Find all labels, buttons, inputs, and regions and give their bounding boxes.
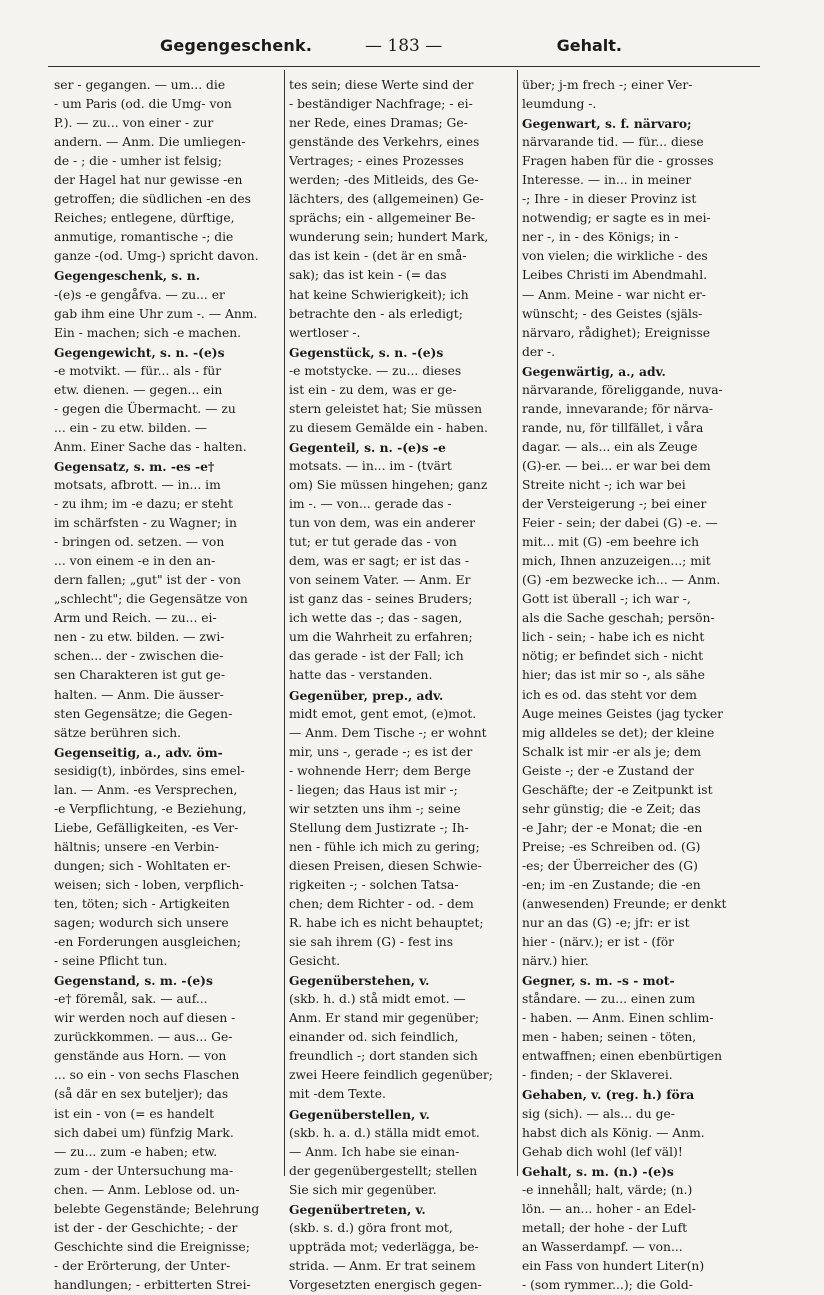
text-line: (så där en sex buteljer); das: [54, 1087, 229, 1102]
text-line: Gegenwärtig, a., adv.: [522, 363, 666, 379]
text-line: mit... mit (G) -em beehre ich: [522, 535, 700, 550]
text-line: Gegenseitig, a., adv. öm-: [54, 744, 223, 760]
text-line: ist der - der Geschichte; - der: [54, 1220, 238, 1235]
text-line: von seinem Vater. — Anm. Er: [289, 573, 471, 588]
text-line: Reiches; entlegene, dürftige,: [54, 211, 235, 226]
text-line: dern fallen; „gut" ist der - von: [54, 573, 241, 588]
text-line: närvarande, föreliggande, nuva-: [522, 382, 723, 397]
text-line: sätze berühren sich.: [54, 725, 182, 740]
text-line: närv.) hier.: [522, 954, 589, 969]
text-line: Gegengeschenk, s. n.: [54, 268, 201, 284]
text-line: -e† föremål, sak. — auf...: [54, 992, 208, 1007]
text-line: wunderung sein; hundert Mark,: [289, 230, 489, 245]
text-line: Arm und Reich. — zu... ei-: [54, 611, 217, 626]
text-line: mich, Ihnen anzuzeigen...; mit: [522, 554, 711, 569]
text-column-right: [522, 76, 746, 1295]
text-line: Gehalt, s. m. (n.) -(e)s: [522, 1163, 674, 1179]
text-line: -e motstycke. — zu... dieses: [289, 363, 462, 378]
text-line: nen - zu etw. bilden. — zwi-: [54, 630, 225, 645]
text-line: Gegenstand, s. m. -(e)s: [54, 973, 213, 989]
text-line: ... von einem -e in den an-: [54, 554, 216, 569]
text-line: Vorgesetzten energisch gegen-: [289, 1277, 482, 1292]
text-line: wünscht; - des Geistes (själs-: [522, 306, 703, 321]
text-line: hat keine Schwierigkeit); ich: [289, 287, 469, 302]
text-line: Gegenüber, prep., adv.: [289, 687, 444, 703]
text-line: Anm. Einer Sache das - halten.: [54, 439, 247, 454]
right-running-headword: Gehalt.: [556, 36, 622, 55]
text-line: lich - sein; - habe ich es nicht: [522, 630, 705, 645]
text-line: lön. — an... hoher - an Edel-: [522, 1201, 696, 1216]
text-line: Stellung dem Justizrate -; Ih-: [289, 820, 469, 835]
text-line: zwei Heere feindlich gegenüber;: [289, 1068, 493, 1083]
text-line: „schlecht"; die Gegensätze von: [54, 592, 248, 607]
text-line: handlungen; - erbitterten Strei-: [54, 1277, 251, 1292]
text-line: chen; dem Richter - od. - dem: [289, 897, 474, 912]
text-line: das ist kein - (det är en små-: [289, 249, 467, 264]
text-line: Sie sich mir gegenüber.: [289, 1182, 437, 1197]
text-line: Gehaben, v. (reg. h.) föra: [522, 1087, 695, 1103]
text-line: rande, nu, för tillfället, i våra: [522, 420, 704, 435]
text-line: ... so ein - von sechs Flaschen: [54, 1068, 240, 1083]
text-line: sehr günstig; die -e Zeit; das: [522, 801, 701, 816]
text-line: als die Sache geschah; persön-: [522, 611, 715, 626]
text-line: — Anm. Ich habe sie einan-: [289, 1144, 460, 1159]
text-line: -(e)s -e gengåfva. — zu... er: [54, 287, 225, 302]
text-line: Gegengewicht, s. n. -(e)s: [54, 344, 225, 360]
text-column-left: [54, 76, 282, 1295]
text-line: Gegenwart, s. f. närvaro;: [522, 116, 692, 132]
text-line: sesidig(t), inbördes, sins emel-: [54, 763, 245, 778]
text-line: ståndare. — zu... einen zum: [522, 992, 696, 1007]
text-line: der gegenübergestellt; stellen: [289, 1163, 478, 1178]
text-line: ner Rede, eines Dramas; Ge-: [289, 116, 468, 131]
text-line: -e motvikt. — für... als - für: [54, 363, 222, 378]
text-line: ich wette das -; das - sagen,: [289, 611, 463, 626]
text-line: nötig; er befindet sich - nicht: [522, 649, 704, 664]
text-line: sten Gegensätze; die Gegen-: [54, 706, 233, 721]
text-line: gab ihm eine Uhr zum -. — Anm.: [54, 306, 258, 321]
text-line: das gerade - ist der Fall; ich: [289, 649, 464, 664]
text-line: nur an das (G) -e; jfr: er ist: [522, 916, 690, 931]
text-line: genstände aus Horn. — von: [54, 1049, 227, 1064]
text-line: Gehab dich wohl (lef väl)!: [522, 1144, 683, 1159]
text-line: hier; das ist mir so -, als sähe: [522, 668, 705, 683]
text-line: sich dabei um) fünfzig Mark.: [54, 1125, 234, 1140]
text-line: -; Ihre - in dieser Provinz ist: [522, 192, 697, 207]
page-number: — 183 —: [365, 36, 443, 56]
text-line: ... ein - zu etw. bilden. —: [54, 420, 208, 435]
text-line: - liegen; das Haus ist mir -;: [289, 782, 458, 797]
text-line: Anm. Er stand mir gegenüber;: [289, 1011, 480, 1026]
text-line: Preise; -es Schreiben od. (G): [522, 839, 701, 854]
page-header: [160, 36, 640, 66]
text-line: entwaffnen; einen ebenbürtigen: [522, 1049, 723, 1064]
text-line: (G)-er. — bei... er war bei dem: [522, 458, 711, 473]
text-line: R. habe ich es nicht behauptet;: [289, 916, 484, 931]
text-line: P.). — zu... von einer - zur: [54, 116, 214, 131]
text-line: - seine Pflicht tun.: [54, 954, 168, 969]
text-line: einander od. sich feindlich,: [289, 1030, 459, 1045]
text-line: sig (sich). — als... du ge-: [522, 1106, 675, 1121]
text-line: -e Jahr; der -e Monat; die -en: [522, 820, 703, 835]
text-line: -e innehåll; halt, värde; (n.): [522, 1182, 693, 1197]
text-line: - wohnende Herr; dem Berge: [289, 763, 471, 778]
text-line: um die Wahrheit zu erfahren;: [289, 630, 473, 645]
text-line: zurückkommen. — aus... Ge-: [54, 1030, 233, 1045]
text-line: halten. — Anm. Die äusser-: [54, 687, 224, 702]
text-line: nen - fühle ich mich zu gering;: [289, 839, 480, 854]
text-line: — zu... zum -e haben; etw.: [54, 1144, 218, 1159]
text-line: über; j-m frech -; einer Ver-: [522, 78, 693, 92]
text-column-middle: [289, 76, 515, 1295]
text-line: Gegenüberstellen, v.: [289, 1106, 430, 1122]
text-line: habst dich als König. — Anm.: [522, 1125, 705, 1140]
text-line: Auge meines Geistes (jag tycker: [522, 706, 724, 721]
text-line: Geschichte sind die Ereignisse;: [54, 1239, 250, 1254]
text-line: Geiste -; der -e Zustand der: [522, 763, 694, 778]
text-line: Gegenüberstehen, v.: [289, 973, 430, 989]
text-line: uppträda mot; vederlägga, be-: [289, 1239, 479, 1254]
text-line: de - ; die - umher ist felsig;: [54, 154, 222, 169]
text-line: ser - gegangen. — um... die: [54, 78, 226, 92]
text-line: - der Erörterung, der Unter-: [54, 1258, 231, 1273]
text-line: lächters, des (allgemeinen) Ge-: [289, 192, 484, 207]
text-line: tes sein; diese Werte sind der: [289, 78, 474, 92]
text-line: Gegner, s. m. -s - mot-: [522, 973, 675, 989]
text-line: ich es od. das steht vor dem: [522, 687, 697, 702]
text-line: ganze -(od. Umg-) spricht davon.: [54, 249, 259, 264]
text-line: sprächs; ein - allgemeiner Be-: [289, 211, 476, 226]
text-line: om) Sie müssen hingehen; ganz: [289, 477, 488, 492]
text-line: im schärfsten - zu Wagner; in: [54, 516, 237, 531]
text-line: - um Paris (od. die Umg- von: [54, 97, 232, 112]
text-line: strida. — Anm. Er trat seinem: [289, 1258, 476, 1273]
text-line: hältnis; unsere -en Verbin-: [54, 839, 219, 854]
text-line: chen. — Anm. Leblose od. un-: [54, 1182, 240, 1197]
text-line: Schalk ist mir -er als je; dem: [522, 744, 701, 759]
header-rule: [48, 66, 760, 67]
text-line: im -. — von... gerade das -: [289, 497, 452, 512]
text-line: rande, innevarande; för närva-: [522, 401, 714, 416]
text-line: notwendig; er sagte es in mei-: [522, 211, 711, 226]
text-line: von vielen; die wirkliche - des: [522, 249, 708, 264]
text-line: schen... der - zwischen die-: [54, 649, 224, 664]
text-line: - zu ihm; im -e dazu; er steht: [54, 497, 233, 512]
text-line: metall; der hohe - der Luft: [522, 1220, 688, 1235]
text-line: Gegenstück, s. n. -(e)s: [289, 344, 444, 360]
text-line: — Anm. Meine - war nicht er-: [522, 287, 706, 302]
text-line: sagen; wodurch sich unsere: [54, 916, 229, 931]
text-line: mir, uns -, gerade -; es ist der: [289, 744, 473, 759]
text-line: midt emot, gent emot, (e)mot.: [289, 706, 477, 721]
text-line: betrachte den - als erledigt;: [289, 306, 463, 321]
text-line: dungen; sich - Wohltaten er-: [54, 858, 231, 873]
text-line: sak); das ist kein - (= das: [289, 268, 447, 283]
text-line: - gegen die Übermacht. — zu: [54, 401, 236, 416]
text-line: Liebe, Gefälligkeiten, -es Ver-: [54, 820, 239, 835]
text-line: Geschäfte; der -e Zeitpunkt ist: [522, 782, 713, 797]
text-line: (G) -em bezwecke ich... — Anm.: [522, 573, 721, 588]
text-line: etw. dienen. — gegen... ein: [54, 382, 223, 397]
text-line: ist ein - zu dem, was er ge-: [289, 382, 457, 397]
text-line: Gegenteil, s. n. -(e)s -e: [289, 439, 446, 455]
text-line: -en; im -en Zustande; die -en: [522, 877, 701, 892]
text-line: -es; der Überreicher des (G): [522, 858, 698, 873]
text-line: Leibes Christi im Abendmahl.: [522, 268, 708, 283]
column-divider-right: [517, 70, 518, 1176]
text-line: - haben. — Anm. Einen schlim-: [522, 1011, 714, 1026]
text-line: genstände des Verkehrs, eines: [289, 135, 480, 150]
text-line: motsats. — in... im - (tvärt: [289, 458, 452, 473]
text-line: närvarande tid. — für... diese: [522, 135, 704, 150]
text-line: Fragen haben für die - grosses: [522, 154, 714, 169]
text-line: diesen Preisen, diesen Schwie-: [289, 858, 482, 873]
text-line: sen Charakteren ist gut ge-: [54, 668, 225, 683]
text-line: - (som rymmer...); die Gold-: [522, 1277, 693, 1292]
text-line: (skb. h. d.) stå midt emot. —: [289, 992, 466, 1007]
text-line: wir setzten uns ihm -; seine: [289, 801, 461, 816]
text-line: der Versteigerung -; bei einer: [522, 497, 707, 512]
text-line: ten, töten; sich - Artigkeiten: [54, 897, 230, 912]
text-line: ist ganz das - seines Bruders;: [289, 592, 473, 607]
text-line: Vertrages; - eines Prozesses: [289, 154, 464, 169]
text-line: freundlich -; dort standen sich: [289, 1049, 478, 1064]
text-line: andern. — Anm. Die umliegen-: [54, 135, 246, 150]
text-line: tun von dem, was ein anderer: [289, 516, 476, 531]
text-line: Ein - machen; sich -e machen.: [54, 325, 242, 340]
text-line: motsats, afbrott. — in... im: [54, 477, 221, 492]
text-line: -en Forderungen ausgleichen;: [54, 935, 241, 950]
text-line: men - haben; seinen - töten,: [522, 1030, 697, 1045]
text-line: dem, was er sagt; er ist das -: [289, 554, 470, 569]
left-running-headword: Gegengeschenk.: [160, 36, 313, 55]
text-line: närvaro, rådighet); Ereignisse: [522, 325, 711, 340]
text-line: stern geleistet hat; Sie müssen: [289, 401, 483, 416]
text-line: (skb. h. a. d.) ställa midt emot.: [289, 1125, 480, 1140]
text-line: - beständiger Nachfrage; - ei-: [289, 97, 473, 112]
text-line: tut; er tut gerade das - von: [289, 535, 457, 550]
text-line: Gegenübertreten, v.: [289, 1201, 426, 1217]
text-line: — Anm. Dem Tische -; er wohnt: [289, 725, 487, 740]
text-line: werden; -des Mitleids, des Ge-: [289, 173, 479, 188]
text-line: dagar. — als... ein als Zeuge: [522, 439, 698, 454]
text-line: Gegensatz, s. m. -es -e†: [54, 458, 215, 474]
text-line: - finden; - der Sklaverei.: [522, 1068, 673, 1083]
text-line: mig alldeles se det); der kleine: [522, 725, 715, 740]
text-line: hatte das - verstanden.: [289, 668, 433, 683]
text-line: zu diesem Gemälde ein - haben.: [289, 420, 488, 435]
text-line: mit -dem Texte.: [289, 1087, 386, 1102]
text-line: - bringen od. setzen. — von: [54, 535, 225, 550]
text-line: Feier - sein; der dabei (G) -e. —: [522, 516, 718, 531]
text-line: der Hagel hat nur gewisse -en: [54, 173, 243, 188]
text-line: ein Fass von hundert Liter(n): [522, 1258, 705, 1273]
text-line: anmutige, romantische -; die: [54, 230, 234, 245]
text-line: Gott ist überall -; ich war -,: [522, 592, 691, 607]
text-line: Streite nicht -; ich war bei: [522, 477, 686, 492]
text-line: der -.: [522, 344, 555, 359]
text-line: -e Verpflichtung, -e Beziehung,: [54, 801, 247, 816]
text-line: weisen; sich - loben, verpflich-: [54, 877, 244, 892]
text-line: Gesicht.: [289, 954, 341, 969]
text-line: leumdung -.: [522, 97, 597, 112]
text-line: ner -, in - des Königs; in -: [522, 230, 679, 245]
text-line: (anwesenden) Freunde; er denkt: [522, 897, 727, 912]
text-line: ist ein - von (= es handelt: [54, 1106, 215, 1121]
text-line: getroffen; die südlichen -en des: [54, 192, 251, 207]
text-line: wertloser -.: [289, 325, 361, 340]
text-line: (skb. s. d.) göra front mot,: [289, 1220, 453, 1235]
text-line: zum - der Untersuchung ma-: [54, 1163, 234, 1178]
column-divider-left: [284, 70, 285, 1176]
text-line: an Wasserdampf. — von...: [522, 1239, 683, 1254]
text-line: Interesse. — in... in meiner: [522, 173, 692, 188]
text-line: belebte Gegenstände; Belehrung: [54, 1201, 260, 1216]
text-line: hier - (närv.); er ist - (för: [522, 935, 675, 950]
text-line: wir werden noch auf diesen -: [54, 1011, 236, 1026]
text-line: sie sah ihrem (G) - fest ins: [289, 935, 454, 950]
text-line: rigkeiten -; - solchen Tatsa-: [289, 877, 459, 892]
text-line: lan. — Anm. -es Versprechen,: [54, 782, 238, 797]
